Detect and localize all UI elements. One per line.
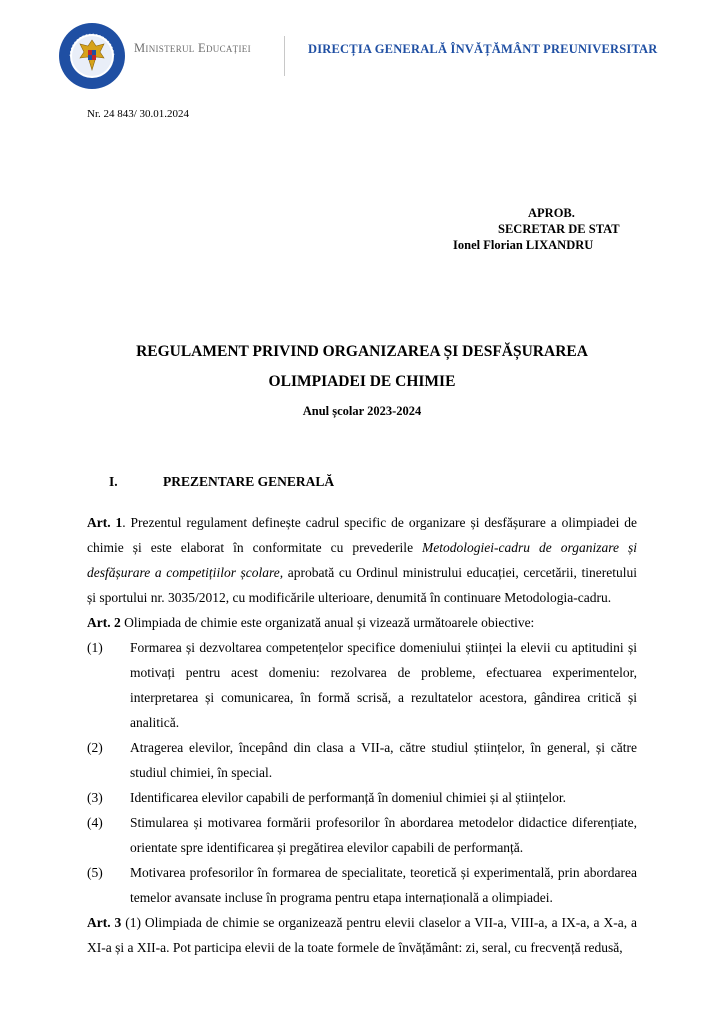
item-number: (1): [87, 640, 103, 655]
document-title-line1: REGULAMENT PRIVIND ORGANIZAREA ȘI DESFĂȘURAREA: [136, 343, 588, 360]
page-header: [58, 22, 678, 92]
item-text: Motivarea profesorilor în formarea de specialitate, teoretică și experimentală, prin abordarea temelor avansate incluse în programa pentru etapa internațională a olimpiadei.: [130, 865, 637, 905]
item-text: Identificarea elevilor capabili de performanță în domeniul chimiei și al științelor.: [130, 790, 566, 805]
approval-label: APROB.: [528, 206, 575, 220]
approval-position: SECRETAR DE STAT: [498, 222, 620, 236]
list-item: [87, 785, 637, 810]
list-item: [87, 635, 637, 735]
article-label: Art. 1: [87, 515, 123, 530]
item-text: Stimularea și motivarea formării profesorilor în abordarea metodelor didactice diferențiate, orientate spre identificarea și pregătirea elevilor capabili de performanță.: [130, 815, 637, 855]
article-2: [87, 610, 637, 635]
section-title: PREZENTARE GENERALĂ: [163, 474, 335, 489]
article-text: Olimpiada de chimie este organizată anual și vizează următoarele obiective:: [120, 615, 535, 630]
approval-signatory: Ionel Florian LIXANDRU: [453, 238, 594, 252]
article-1: [87, 510, 637, 610]
section-number: I.: [109, 474, 118, 489]
document-title-line2: OLIMPIADEI DE CHIMIE: [268, 373, 456, 390]
article-label: Art. 3: [87, 915, 122, 930]
item-number: (3): [87, 790, 103, 805]
article-text: aprobată cu Ordinul ministrului educației, cercetării, tineretului și sportului nr. 3035/2012, cu modificările ulterioare, denumită în continuare Metodologia-cadru.: [87, 565, 638, 605]
article-text: (1) Olimpiada de chimie se organizează pentru elevii claselor a VII-a, VIII-a, a IX-a, a X-a, a XI-a și a XII-a. Pot participa elevii de la toate formele de învățământ: zi, seral, cu frecvență redusă,: [87, 915, 637, 955]
directorate-name: DIRECȚIA GENERALĂ ÎNVĂȚĂMÂNT PREUNIVERSITAR: [308, 42, 658, 56]
registration-number: Nr. 24 843/ 30.01.2024: [87, 108, 190, 120]
item-text: Atragerea elevilor, începând din clasa a VII-a, către studiul științelor, în general, și către studiul chimiei, în special.: [130, 740, 637, 780]
article-text: . Prezentul regulament definește cadrul specific de organizare și desfășurare a olimpiadei de chimie și este elaborat în conformitate cu prevederile: [87, 515, 637, 555]
article-text-italic: Metodologiei-cadru de organizare și desfășurare a competițiilor școlare,: [87, 540, 637, 580]
article-label: Art. 2: [87, 615, 121, 630]
item-text: [130, 635, 637, 735]
government-seal-icon: [58, 22, 126, 90]
list-item: [87, 860, 637, 910]
list-item: [87, 810, 637, 860]
item-number: (5): [87, 865, 103, 880]
ministry-name: Ministerul Educației: [134, 41, 251, 55]
document-body: [87, 510, 637, 960]
header-divider: [284, 36, 285, 76]
item-number: (4): [87, 815, 103, 830]
school-year: Anul școlar 2023-2024: [302, 404, 422, 418]
list-item: [87, 735, 637, 785]
item-text-content: Formarea și dezvoltarea competențelor specifice domeniului științei la elevii cu aptitudini și motivați pentru acest domeniu: rezolvarea de probleme, efectuarea experimentelor, interpretarea și comunicarea, în formă scrisă, a rezultatelor acestora, gândirea critică și analitică.: [130, 640, 637, 730]
item-number: (2): [87, 740, 103, 755]
article-3: [87, 910, 637, 960]
